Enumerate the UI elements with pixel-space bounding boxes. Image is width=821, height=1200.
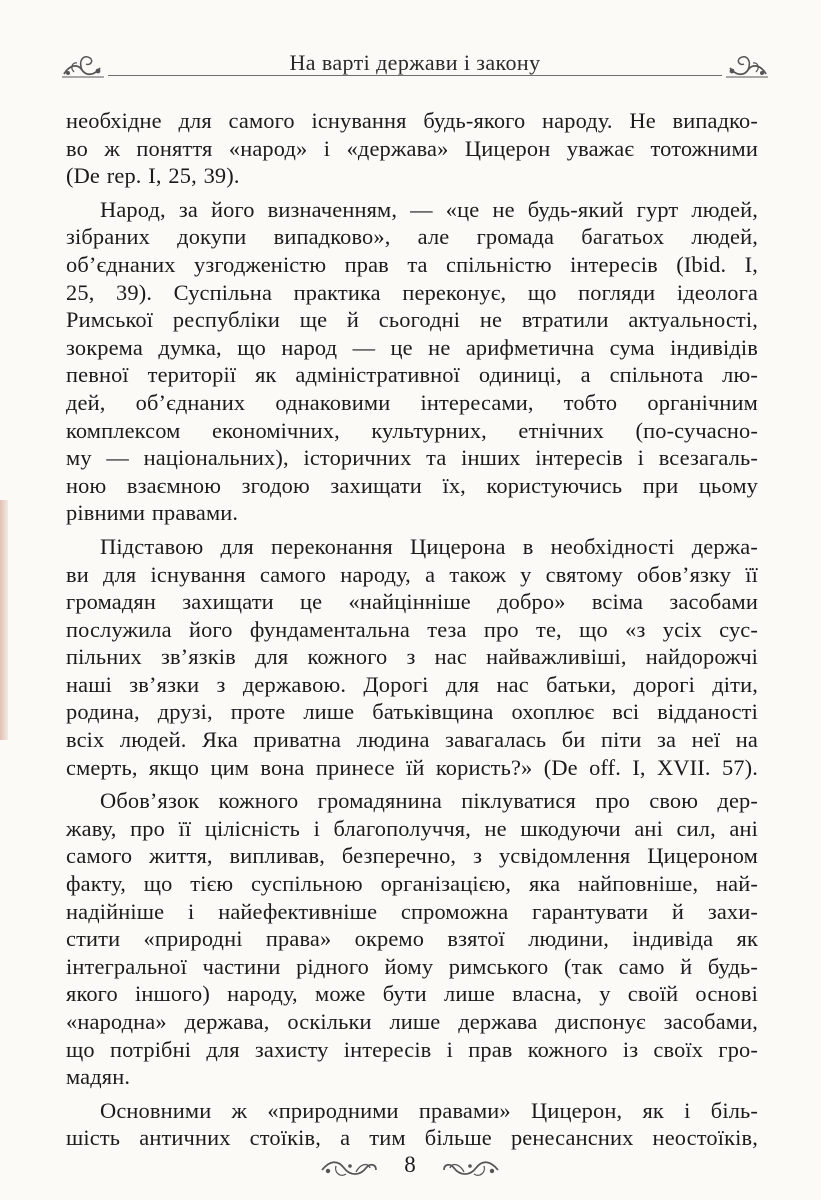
text-line: факту, що тією суспільною організацією, яка найповніше, най- [66,871,758,897]
text-line: Обов’язок кожного громадянина піклуватися про свою дер- [100,788,758,814]
text-line: во ж поняття «народ» і «держава» Цицерон уважає тотожними [66,135,758,161]
text-line: ви для існування самого народу, а також у святому обов’язку її [66,561,758,587]
text-line: Підставою для переконання Цицерона в необхідності держа- [100,533,758,559]
text-line: що потрібні для захисту інтересів і прав кожного із своїх гро- [66,1036,758,1062]
text-line: необхідне для самого існування будь-якого народу. Не випадко- [66,108,758,133]
page-footer [320,1152,500,1188]
text-line: зібраних докупи випадково», але громада багатьох людей, [66,224,758,250]
text-line: інтегральної частини рідного йому римського (так само й будь- [66,953,758,979]
text-line: дей, об’єднаних однаковими інтересами, тобто органічним [66,389,758,415]
text-line: самого життя, випливав, безперечно, з усвідомлення Цицероном [66,843,758,869]
text-line: наші зв’язки з державою. Дорогі для нас батьки, дорогі діти, [66,671,758,697]
text-line: якого іншого) народу, може бути лише власна, у своїй основі [66,981,758,1007]
page-edge-stain [0,500,8,740]
text-line: Основними ж «природними правами» Цицерон, як і біль- [100,1097,758,1123]
text-line: зокрема думка, що народ — це не арифметична сума індивідів [66,334,758,360]
text-line: мадян. [66,1064,131,1090]
text-line: жаву, про її цілісність і благополуччя, не шкодуючи ані сил, ані [66,815,758,841]
text-line: родина, друзі, проте лише батьківщина охоплює всі відданості [66,699,758,725]
text-line: комплексом економічних, культурних, етнічних (по-сучасно- [66,417,758,443]
body-text [66,107,758,1152]
page-header [60,44,770,88]
text-line: Римської республіки ще й сьогодні не втратили актуальності, [66,307,758,333]
floral-ornament-icon [724,50,770,80]
text-line: шість античних стоїків, а тим більше ренесансних неостоїків, [66,1125,758,1151]
text-line: всіх людей. Яка приватна людина завагалась би піти за неї на [66,727,758,753]
text-line: (De rep. I, 25, 39). [66,163,240,189]
text-line: «народна» держава, оскільки лише держава диспонує засобами, [66,1009,758,1034]
text-line: смерть, якщо цим вона принесе їй користь?» (De off. I, XVII. 57). [66,754,758,780]
text-line: ною взаємною згодою захищати їх, користуючись при цьому [66,472,758,498]
text-line: Народ, за його визначенням, — «це не будь-який гурт людей, [100,196,758,222]
text-line: об’єднаних узгодженістю прав та спільністю інтересів (Ibid. I, [66,251,758,277]
text-line: послужила його фундаментальна теза про те, що «з усіх сус- [66,616,758,642]
running-title: На варті держави і закону [289,50,541,75]
text-line: 25, 39). Суспільна практика переконує, що погляди ідеолога [66,279,758,305]
vine-ornament-icon [442,1156,500,1182]
text-line: пільних зв’язків для кожного з нас найважливіші, найдорожчі [66,644,758,670]
page-number: 8 [404,1152,416,1177]
text-line: рівними правами. [66,500,239,526]
text-line: му — національних), історичних та інших інтересів і всезагаль- [66,445,758,471]
text-line: стити «природні права» окремо взятої людини, індивіда як [66,926,758,952]
text-line: громадян захищати це «найцінніше добро» всіма засобами [66,589,758,615]
text-line: певної території як адміністративної одиниці, а спільнота лю- [66,362,758,388]
text-line: надійніше і найефективніше спроможна гарантувати й захи- [66,898,758,924]
